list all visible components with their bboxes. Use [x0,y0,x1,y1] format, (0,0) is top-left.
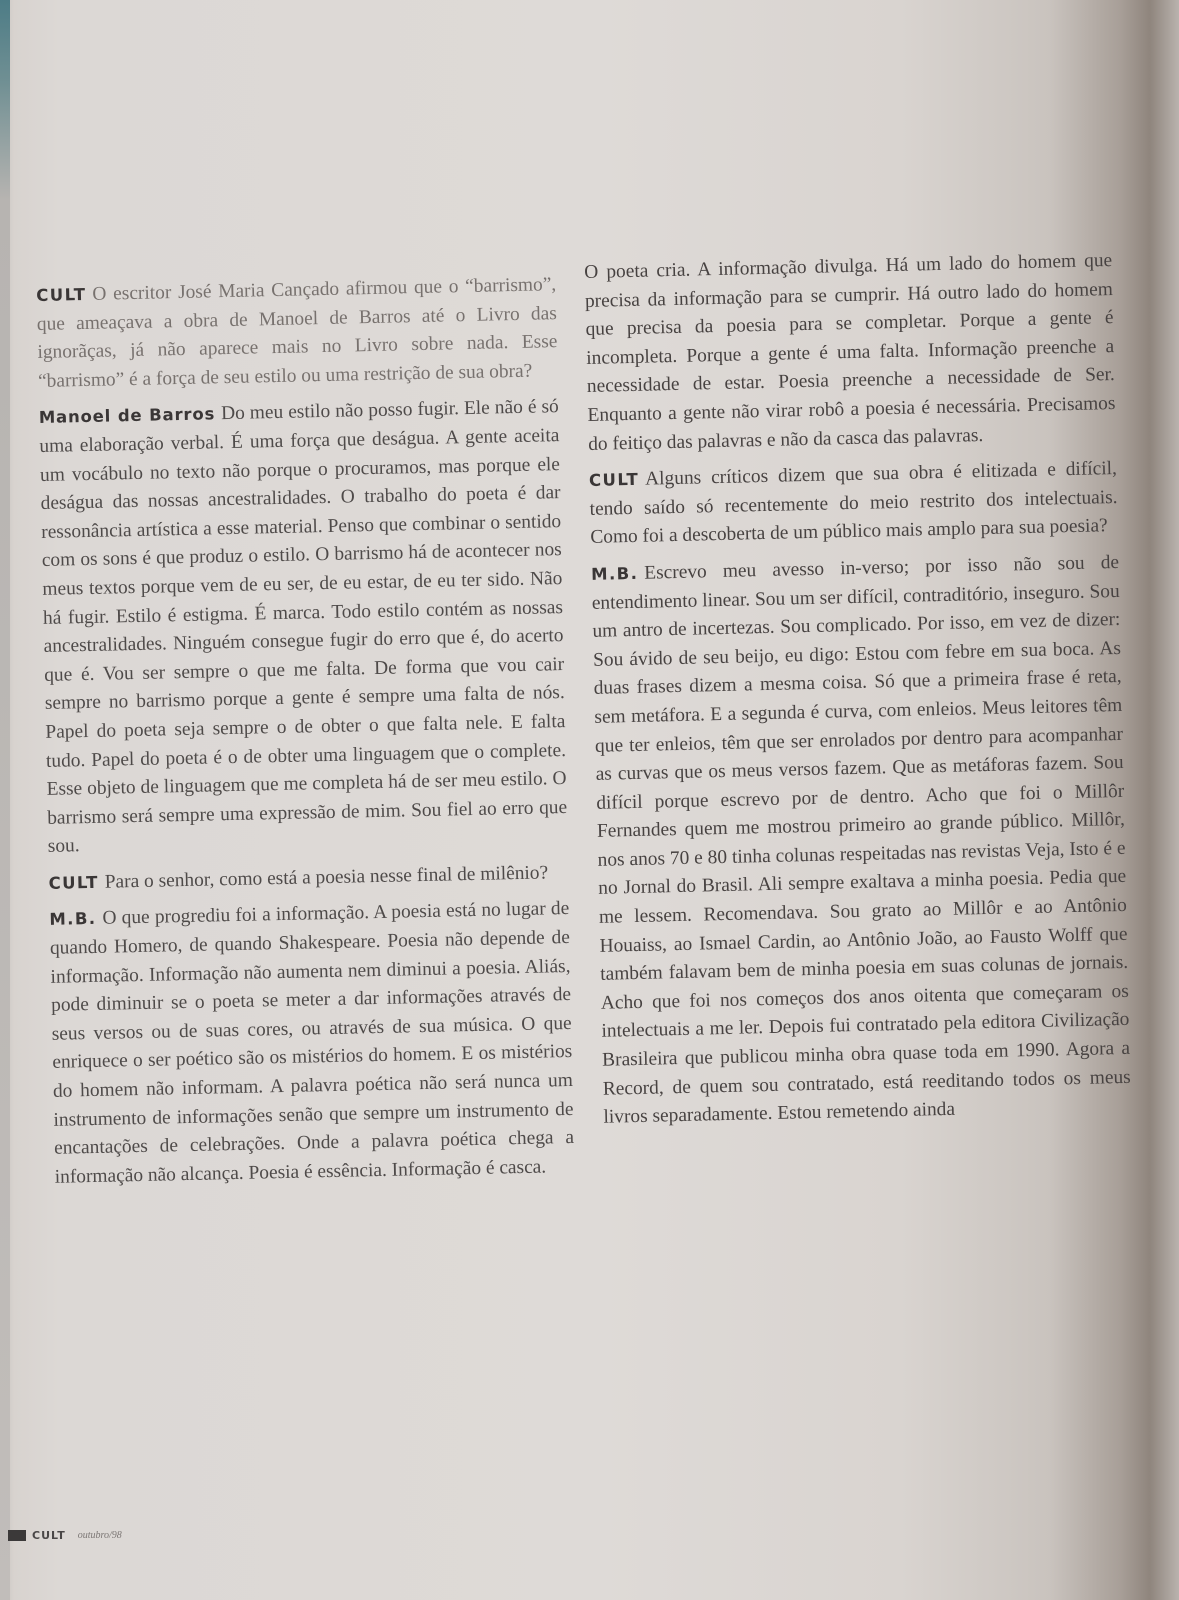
page-footer [8,1529,122,1542]
footer-magazine-name: CULT [32,1529,66,1542]
interview-question [48,859,568,898]
interview-answer [49,895,575,1192]
question-text: Para o senhor, como está a poesia nesse final de milênio? [104,862,549,893]
footer-issue-date: outubro/98 [77,1530,122,1541]
answer-text: O que progrediu foi a informação. A poesia está no lugar de quando Homero, de quando Shakespeare. Poesia não depende de informação. Informação não aumenta nem diminui a poesia. Aliás, pode diminuir se o poeta se meter a dar informações através de seus versos ou de suas cores, ou através de sua música. O que enriquece o ser poético são os mistérios do homem. E os mistérios do homem não informam. A palavra poética não será nunca um instrumento de informações senão que sempre um instrumento de encantações de celebrações. Onde a palavra poética chega a informação não alcança. Poesia é essência. Informação é casca. [49,898,575,1188]
interview-answer-continued [584,247,1116,459]
interview-answer [591,549,1132,1133]
question-text: O escritor José Maria Cançado afirmou que o “barrismo”, que ameaçava a obra de Manoel de Barros até o Livro das ignorãças, já não aparece mais no Livro sobre nada. Esse “barrismo” é a força de seu estilo ou uma restrição de sua obra? [36,274,558,392]
answer-text: O poeta cria. A informação divulga. Há um lado do homem que precisa da informação para se cumprir. Há outro lado do homem que precisa da poesia para se completar. Porque a gente é incompleta. Porque a gente é uma falta. Informação preenche a necessidade de estar. Poesia preenche a necessidade de Ser. Enquanto a gente não virar robô a poesia é necessária. Precisamos do feitiço das palavras e não da casca das palavras. [584,250,1116,455]
answer-text: Do meu estilo não posso fugir. Ele não é só uma elaboração verbal. É uma força que deságua. A gente aceita um vocábulo no texto não porque o procuramos, mas porque ele deságua das nossas ancestralidades. O trabalho do poeta é dar ressonância artística a esse material. Penso que combinar o sentido com os sons é que produz o estilo. O barrismo há de acontecer nos meus textos porque vem de eu ser, de eu estar, de eu ter sido. Não há fugir. Estilo é estigma. É marca. Todo estilo contém as nossas ancestralidades. Ninguém consegue fugir do erro que é, do acerto que é. Vou ser sempre o que me falta. De forma que vou cair sempre no barrismo porque a gente é sempre uma falta de nós. Papel do poeta seja sempre o de obter o que falta nele. E falta tudo. Papel do poeta é o de obter uma linguagem que o complete. Esse objeto de linguagem que me completa há de ser meu estilo. O barrismo será sempre uma expressão de mim. Sou fiel ao erro que sou. [39,396,568,858]
question-text: Alguns críticos dizem que sua obra é elitizada e difícil, tendo saído só recentemente do meio restrito dos intelectuais. Como foi a descoberta de um público mais amplo para sua poesia? [589,458,1118,549]
interview-column-right [584,247,1132,1141]
interview-question [36,271,558,396]
page-edge [0,0,10,1600]
speaker-label: Manoel de Barros [38,404,216,428]
footer-logo-block [8,1530,26,1541]
interview-column-left [36,271,575,1200]
speaker-label: CULT [588,469,640,491]
speaker-label: CULT [48,872,99,893]
interview-answer [39,393,568,861]
speaker-label: M.B. [590,563,639,584]
answer-text: Escrevo meu avesso in-verso; por isso não sou de entendimento linear. Sou um ser difícil, contraditório, inseguro. Sou um antro de incertezas. Sou complicado. Por isso, em vez de dizer: Sou ávido de seu beijo, eu digo: Estou com febre em sua boca. As duas frases dizem a mesma coisa. Só que a primeira frase é reta, sem metáfora. E a segunda é curva, com enleios. Meus leitores têm que ter enleios, têm que ser enrolados por dentro para acompanhar as curvas que os meus versos fazem. Que as metáforas fazem. Sou difícil porque escrevo por de dentro. Acho que foi o Millôr Fernandes quem me mostrou primeiro ao grande público. Millôr, nos anos 70 e 80 tinha colunas respeitadas nas revistas Veja, Isto é e no Jornal do Brasil. Ali sempre exaltava a minha poesia. Pedia que me lessem. Recomendava. Sou grato ao Millôr e ao Antônio Houaiss, ao Ismael Cardin, ao Antônio João, ao Fausto Wolff que também falavam bem de minha poesia em suas colunas de jornais. Acho que foi nos começos dos anos oitenta que começaram os intelectuais a me ler. Depois fui contratado pela editora Civilização Brasileira que publicou minha obra quase toda em 1990. Agora a Record, de quem sou contratado, está reeditando todos os meus livros separadamente. Estou remetendo ainda [591,551,1131,1128]
speaker-label: CULT [36,284,87,305]
speaker-label: M.B. [49,909,97,930]
interview-question [589,455,1119,553]
